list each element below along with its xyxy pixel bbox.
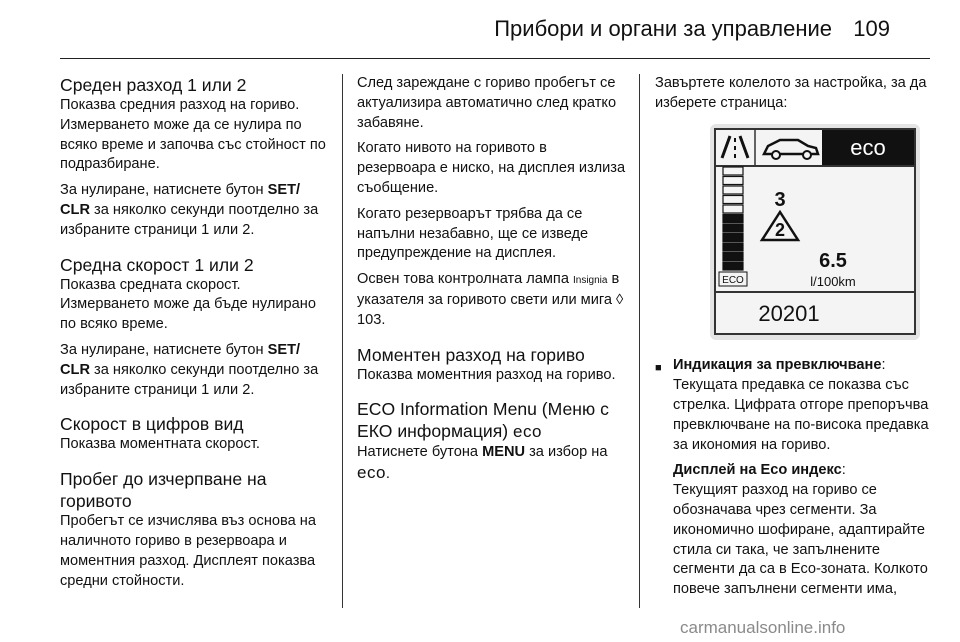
insignia-lamp-ref: Insignia <box>572 275 608 287</box>
paragraph-select-page: Завъртете колелото за настройка, за да изберете страница: <box>655 75 927 111</box>
paragraph-average-speed: Показва средната скорост. Измерването може да бъде нулирано по всяко време. <box>60 276 316 333</box>
set-clr-button-ref: SET/ CLR <box>60 341 301 378</box>
eco-icon: eco <box>513 422 542 442</box>
eco-segment <box>723 243 743 251</box>
paragraph-digital-speed: Показва моментната скорост. <box>60 436 260 453</box>
heading-digital-speed: Скорост в цифров вид <box>60 414 244 435</box>
column-divider-1 <box>342 74 343 608</box>
eco-icon: eco <box>357 463 386 483</box>
paragraph-range-update: След зареждане с гориво пробегът се актуализира автоматично след кратко забавяне. <box>357 75 617 131</box>
eco-segment <box>723 205 743 213</box>
paragraph-control-lamp: Освен това контролната лампа Insignia в указателя за горивото свети или мига ◊ 103. <box>357 271 624 328</box>
paragraph-menu-button: Натиснете бутона MENU за избор на eco. <box>357 444 608 483</box>
eco-segment <box>723 186 743 194</box>
menu-button-ref: MENU <box>482 444 526 461</box>
eco-segment <box>723 262 743 270</box>
eco-segment <box>723 167 743 175</box>
eco-segment <box>723 214 743 222</box>
bullet-text: Текущата предавка се показва със стрелка. Цифрата отгоре препоръчва превключване на по-висока предавка за икономия на гориво. <box>673 377 929 453</box>
eco-segment <box>723 252 743 260</box>
paragraph-refuel-warning: Когато резервоарът трябва да се напълни незабавно, ще се изведе предупреждение на дисплея. <box>357 205 589 262</box>
heading-instant-consumption: Моментен разход на гориво <box>357 344 585 365</box>
eco-segment <box>723 233 743 241</box>
bullet-title: Индикация за превключване <box>673 357 882 374</box>
eco-segment <box>723 224 743 232</box>
eco-zone-label: ECO <box>722 274 744 286</box>
eco-index-bar <box>723 167 743 270</box>
current-gear: 2 <box>774 219 786 240</box>
heading-average-speed: Средна скорост 1 или 2 <box>60 254 254 275</box>
column-3 <box>655 74 930 600</box>
paragraph-instant-consumption: Показва моментния разход на гориво. <box>357 366 616 383</box>
page-header-title: Прибори и органи за управление <box>494 16 832 41</box>
page-number: 109 <box>853 16 890 41</box>
eco-index-title: Дисплей на Eco индекс <box>673 462 842 479</box>
heading-eco-menu: ECO Information Menu (Меню с ЕКО информация) eco <box>357 399 609 442</box>
column-1 <box>60 74 330 591</box>
odometer-value: 20201 <box>758 300 820 326</box>
eco-tab-label: eco <box>850 134 886 160</box>
column-2 <box>357 74 627 485</box>
heading-range: Пробег до изчерпване на горивото <box>60 469 267 512</box>
bullet-square-icon: ■ <box>655 362 662 375</box>
cross-ref-arrow-icon: ◊ <box>616 291 624 308</box>
paragraph-reset-consumption: За нулиране, натиснете бутон SET/ CLR за няколко секунди поотделно за избраните страници 1 или 2. <box>60 182 319 238</box>
consumption-unit: l/100km <box>810 273 856 289</box>
paragraph-low-fuel: Когато нивото на горивото в резервоара е ниско, на дисплея излиза съобщение. <box>357 140 626 196</box>
paragraph-reset-speed: За нулиране, натиснете бутон SET/ CLR за няколко секунди поотделно за избраните страници 1 или 2. <box>60 341 319 398</box>
recommended-gear: 3 <box>774 188 786 211</box>
eco-index-paragraph: Дисплей на Eco индекс: Текущият разход на гориво се обозначава чрез сегменти. За икономично шофиране, адаптирайте стила си така, че запълнените сегменти да са в Eco-зоната. Колкото повече запълнени сегменти има, <box>673 462 928 598</box>
eco-segment <box>723 176 743 184</box>
eco-index-text: Текущият разход на гориво се обозначава чрез сегменти. За икономично шофиране, адаптирайте стила си така, че запълнените сегменти да са в Eco-зоната. Колкото повече запълнени сегменти има, <box>673 482 928 598</box>
eco-display-figure <box>710 124 920 340</box>
watermark: carmanualsonline.info <box>680 618 846 637</box>
heading-average-consumption: Среден разход 1 или 2 <box>60 75 247 95</box>
consumption-value: 6.5 <box>819 249 847 272</box>
eco-segment <box>723 195 743 203</box>
column-divider-2 <box>639 74 640 608</box>
paragraph-range: Пробегът се изчислява въз основа на наличното гориво в резервоара и моментния разход. Дисплеят показва средни стойности. <box>60 513 316 589</box>
list-item-shift-indicator: ■ Индикация за превключване: Текущата предавка се показва със стрелка. Цифрата отгоре препоръчва превключване на по-висока предавка за икономия на гориво. <box>655 356 930 455</box>
set-clr-button-ref: SET/ CLR <box>60 182 301 218</box>
header-divider <box>60 58 930 59</box>
paragraph-average-consumption: Показва средния разход на гориво. Измерването може да се нулира по всяко време и започва със стойност по подразбиране. <box>60 97 326 173</box>
